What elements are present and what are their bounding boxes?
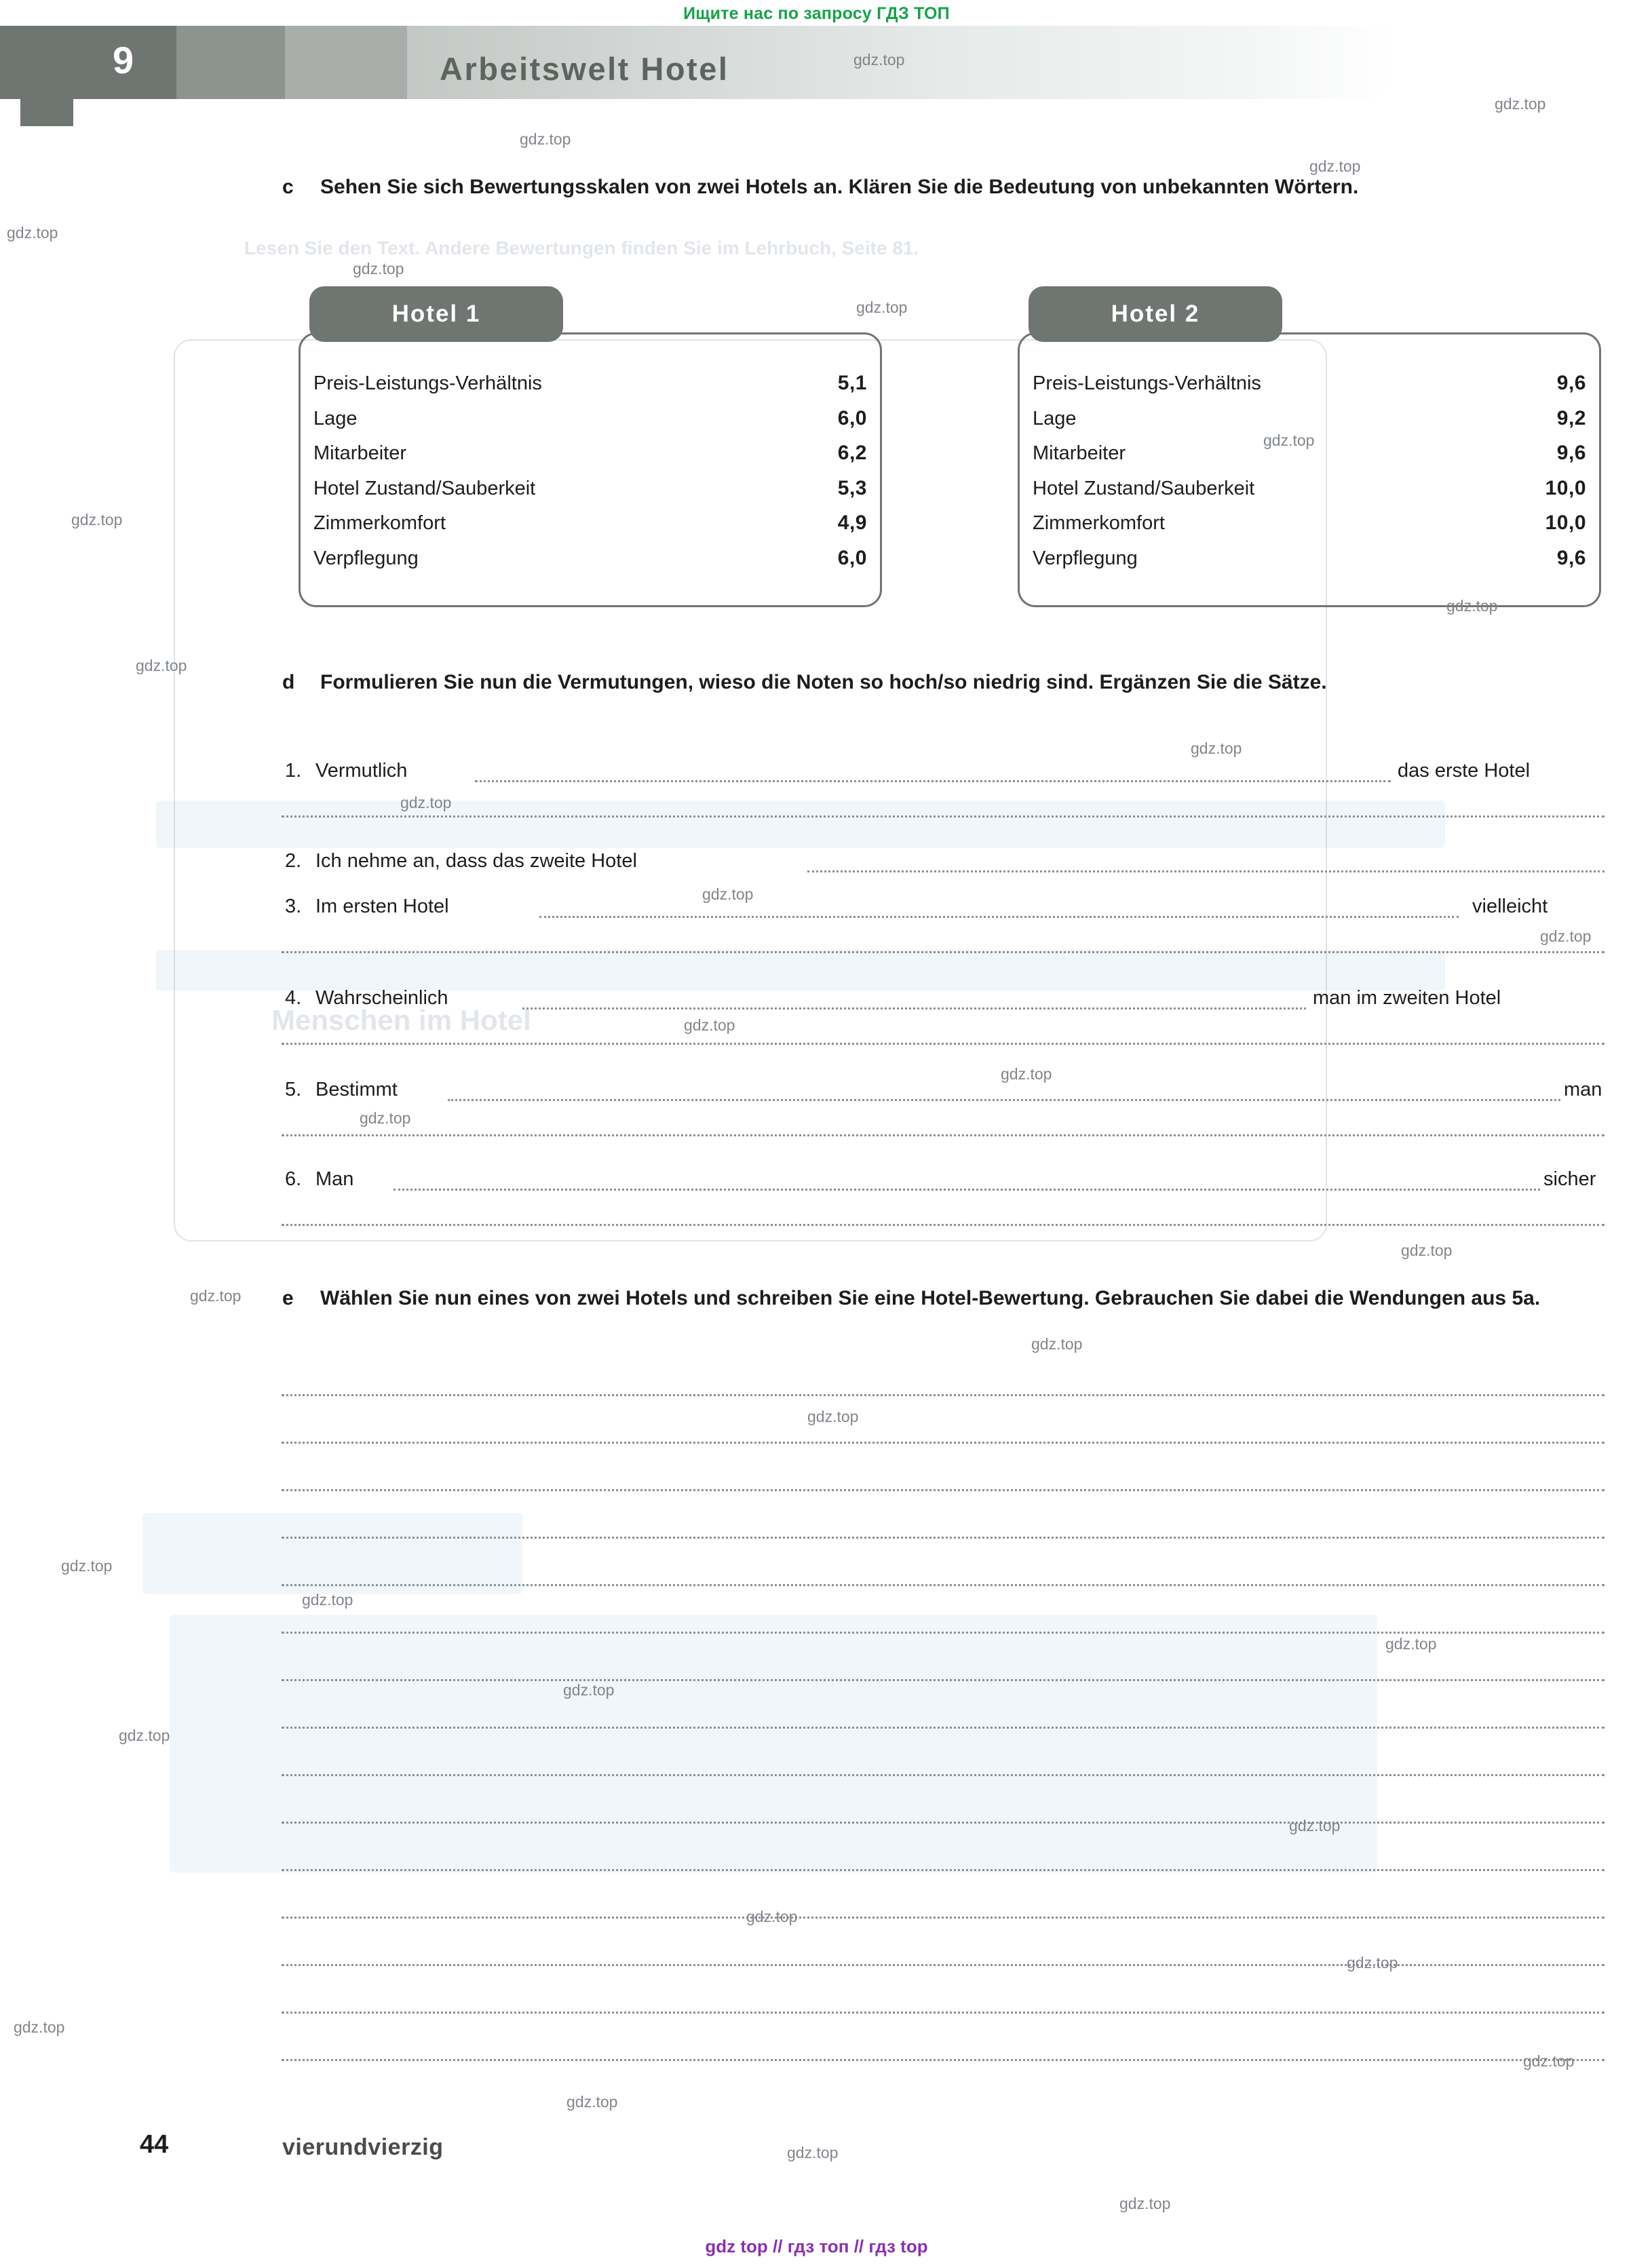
hotel-2-value-2: 9,6 — [1556, 442, 1586, 464]
sentence-4-blank[interactable] — [522, 1007, 1306, 1010]
watermark-tile-29: gdz.top — [746, 1908, 798, 1925]
watermark-tile-32: gdz.top — [1523, 2052, 1575, 2070]
hotel-1-label-2: Mitarbeiter — [313, 442, 406, 464]
answer-line-15[interactable] — [282, 2059, 1605, 2061]
watermark-tile-10: gdz.top — [1446, 597, 1498, 615]
answer-line-14[interactable] — [282, 2012, 1605, 2014]
watermark-tile-17: gdz.top — [1001, 1065, 1052, 1083]
hotel-1-title-label: Hotel 1 — [391, 301, 481, 327]
hotel-2-title-label: Hotel 2 — [1111, 301, 1200, 327]
sentence-4-blank-line2[interactable] — [282, 1043, 1605, 1045]
hotel-1-row-3 — [313, 472, 867, 507]
answer-line-2[interactable] — [282, 1442, 1605, 1444]
hotel-1-label-3: Hotel Zustand/Sauberkeit — [313, 477, 536, 499]
sentence-6-number: 6. — [285, 1168, 302, 1190]
watermark-tile-19: gdz.top — [1401, 1242, 1453, 1259]
exercise-c-letter: c — [282, 176, 294, 198]
page-title: Arbeitswelt Hotel — [440, 51, 729, 87]
hotel-1-value-0: 5,1 — [837, 372, 867, 394]
hotel-1-label-5: Verpflegung — [313, 547, 419, 569]
sentence-4-start: Wahrscheinlich — [315, 987, 448, 1009]
answer-line-4[interactable] — [282, 1537, 1605, 1539]
sentence-1-number: 1. — [285, 760, 302, 782]
exercise-c — [282, 173, 1609, 202]
hotel-card-2-title — [1029, 286, 1282, 342]
watermark-bottom: gdz top // гдз топ // гдз top — [705, 2236, 928, 2256]
watermark-tile-3: gdz.top — [520, 130, 571, 148]
sentence-2-start: Ich nehme an, dass das zweite Hotel — [315, 850, 637, 872]
hotel-1-label-0: Preis-Leistungs-Verhältnis — [313, 372, 542, 394]
hotel-1-row-2 — [313, 436, 867, 472]
sentence-3-number: 3. — [285, 896, 302, 917]
hotel-2-label-5: Verpflegung — [1033, 547, 1138, 569]
hotel-2-value-5: 9,6 — [1556, 546, 1586, 569]
sentence-6-end: sicher — [1543, 1168, 1596, 1190]
answer-line-11[interactable] — [282, 1869, 1605, 1871]
hotel-2-row-4 — [1033, 506, 1586, 541]
answer-line-3[interactable] — [282, 1489, 1605, 1491]
watermark-tile-21: gdz.top — [1031, 1335, 1083, 1353]
answer-line-10[interactable] — [282, 1822, 1605, 1824]
watermark-tile-8: gdz.top — [1263, 431, 1315, 449]
watermark-tile-25: gdz.top — [1385, 1635, 1437, 1653]
hotel-2-value-3: 10,0 — [1545, 476, 1586, 499]
header-side-tab — [20, 91, 73, 126]
sentence-1-blank[interactable] — [475, 780, 1391, 782]
sentence-5-start: Bestimmt — [315, 1079, 398, 1100]
watermark-tile-15: gdz.top — [1540, 927, 1592, 945]
hotel-1-row-5 — [313, 541, 867, 577]
hotel-card-1-title — [309, 286, 563, 342]
answer-line-12[interactable] — [282, 1917, 1605, 1919]
page-bleed-wash-3 — [142, 1513, 522, 1594]
watermark-tile-16: gdz.top — [684, 1016, 735, 1034]
hotel-2-row-0 — [1033, 366, 1586, 402]
watermark-tile-5: gdz.top — [7, 224, 58, 242]
hotel-2-row-5 — [1033, 541, 1586, 577]
hotel-2-value-4: 10,0 — [1545, 512, 1586, 534]
watermark-tile-4: gdz.top — [1309, 157, 1361, 175]
watermark-tile-34: gdz.top — [787, 2144, 839, 2161]
watermark-tile-18: gdz.top — [360, 1109, 411, 1127]
watermark-tile-12: gdz.top — [1191, 739, 1242, 757]
watermark-tile-1: gdz.top — [853, 51, 905, 69]
exercise-e-text: Wählen Sie nun eines von zwei Hotels und schreiben Sie eine Hotel-Bewertung. Gebrauchen Sie dabei die Wendungen aus 5a. — [320, 1287, 1541, 1309]
answer-line-7[interactable] — [282, 1679, 1605, 1681]
answer-line-6[interactable] — [282, 1632, 1605, 1634]
watermark-tile-27: gdz.top — [119, 1727, 170, 1744]
hotel-2-value-0: 9,6 — [1556, 372, 1586, 394]
hotel-1-row-4 — [313, 506, 867, 541]
hotel-1-label-4: Zimmerkomfort — [313, 512, 446, 534]
sentence-5-blank[interactable] — [448, 1099, 1560, 1101]
sentence-1-end: das erste Hotel — [1398, 760, 1531, 782]
hotel-2-label-3: Hotel Zustand/Sauberkeit — [1033, 477, 1255, 499]
sentence-5-number: 5. — [285, 1079, 302, 1100]
hotel-2-row-3 — [1033, 472, 1586, 507]
sentence-6-blank-line2[interactable] — [282, 1224, 1605, 1226]
exercise-d-text: Formulieren Sie nun die Vermutungen, wieso die Noten so hoch/so niedrig sind. Ergänzen Sie die Sätze. — [320, 671, 1327, 693]
exercise-c-text: Sehen Sie sich Bewertungsskalen von zwei Hotels an. Klären Sie die Bedeutung von unbekannten Wörtern. — [320, 176, 1359, 198]
sentence-1-start: Vermutlich — [315, 760, 408, 782]
watermark-tile-35: gdz.top — [1119, 2195, 1171, 2212]
watermark-tile-6: gdz.top — [353, 260, 404, 277]
hotel-1-value-4: 4,9 — [837, 512, 867, 534]
hotel-1-value-2: 6,2 — [837, 442, 867, 464]
watermark-tile-11: gdz.top — [136, 657, 187, 674]
sentence-2-number: 2. — [285, 850, 302, 872]
sentence-5-blank-line2[interactable] — [282, 1134, 1605, 1136]
watermark-top-banner: Ищите нас по запросу ГДЗ ТОП — [683, 4, 950, 23]
sentence-6-start: Man — [315, 1168, 354, 1190]
hotel-2-label-4: Zimmerkomfort — [1033, 512, 1165, 534]
exercise-d-letter: d — [282, 671, 295, 693]
page-number-word: vierundvierzig — [282, 2134, 444, 2160]
sentence-4-number: 4. — [285, 987, 302, 1009]
watermark-tile-9: gdz.top — [71, 511, 123, 528]
watermark-tile-24: gdz.top — [302, 1591, 353, 1609]
hotel-1-value-5: 6,0 — [837, 546, 867, 569]
answer-line-1[interactable] — [282, 1394, 1605, 1396]
watermark-tile-33: gdz.top — [566, 2093, 618, 2111]
watermark-tile-22: gdz.top — [807, 1408, 859, 1425]
watermark-tile-7: gdz.top — [856, 299, 908, 316]
hotel-1-row-0 — [313, 366, 867, 402]
watermark-tile-28: gdz.top — [1289, 1817, 1341, 1834]
answer-line-5[interactable] — [282, 1584, 1605, 1586]
hotel-2-value-1: 9,2 — [1556, 406, 1586, 429]
watermark-tile-14: gdz.top — [702, 885, 754, 903]
page-header — [0, 26, 1633, 100]
hotel-2-criteria-list — [1018, 366, 1601, 576]
sentence-3-blank[interactable] — [539, 916, 1459, 918]
page-bleed-text-1: Lesen Sie den Text. Andere Bewertungen finden Sie im Lehrbuch, Seite 81. — [244, 237, 919, 258]
answer-line-13[interactable] — [282, 1964, 1605, 1966]
watermark-tile-20: gdz.top — [190, 1287, 242, 1305]
sentence-3-end: vielleicht — [1472, 896, 1548, 917]
chapter-number: 9 — [113, 39, 134, 81]
hotel-2-label-1: Lage — [1033, 407, 1077, 429]
sentence-4-end: man im zweiten Hotel — [1313, 987, 1501, 1009]
page-bleed-text-2: Menschen im Hotel — [271, 1004, 531, 1036]
page-bleed-wash-4 — [170, 1615, 1377, 1872]
exercise-e-letter: e — [282, 1287, 294, 1309]
answer-line-9[interactable] — [282, 1774, 1605, 1776]
page-number: 44 — [140, 2130, 169, 2159]
hotel-1-label-1: Lage — [313, 407, 358, 429]
sentence-2-blank[interactable] — [807, 870, 1605, 872]
sentence-3-blank-line2[interactable] — [282, 951, 1605, 953]
watermark-tile-30: gdz.top — [1347, 1954, 1398, 1972]
hotel-1-criteria-list — [299, 366, 882, 576]
answer-line-8[interactable] — [282, 1727, 1605, 1729]
sentence-3-start: Im ersten Hotel — [315, 896, 449, 917]
exercise-d — [282, 668, 1609, 697]
watermark-tile-13: gdz.top — [400, 794, 452, 811]
watermark-tile-26: gdz.top — [563, 1681, 615, 1699]
sentence-5-end: man — [1564, 1079, 1602, 1100]
hotel-1-value-1: 6,0 — [837, 406, 867, 429]
watermark-tile-2: gdz.top — [1495, 95, 1546, 113]
hotel-1-row-1 — [313, 402, 867, 437]
watermark-tile-23: gdz.top — [61, 1557, 113, 1575]
hotel-2-label-0: Preis-Leistungs-Verhältnis — [1033, 372, 1261, 394]
watermark-tile-31: gdz.top — [14, 2018, 65, 2036]
hotel-2-label-2: Mitarbeiter — [1033, 442, 1126, 464]
hotel-1-value-3: 5,3 — [837, 476, 867, 499]
sentence-1-blank-line2[interactable] — [282, 815, 1605, 818]
sentence-6-blank[interactable] — [393, 1189, 1540, 1191]
exercise-e — [282, 1284, 1609, 1313]
